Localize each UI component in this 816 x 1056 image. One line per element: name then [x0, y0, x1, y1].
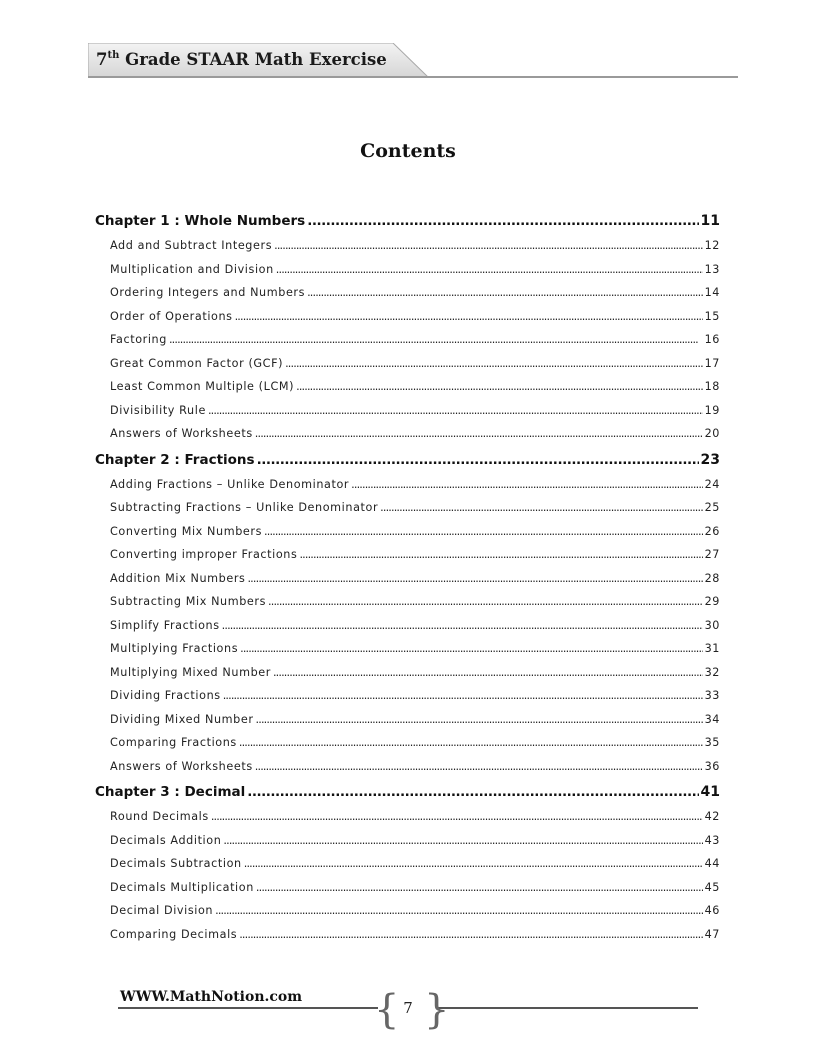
toc-entry-page-number: 18: [704, 380, 720, 393]
toc-dot-leader: [299, 548, 702, 561]
footer-right-brace: }: [424, 987, 450, 1033]
toc-entry-label: Decimals Subtraction: [110, 857, 242, 870]
toc-entry-page-number: 35: [704, 736, 720, 749]
toc-entry-label: Order of Operations: [110, 309, 233, 323]
toc-entry-label: Decimal Division: [110, 904, 214, 917]
toc-entry-page-number: 25: [704, 501, 720, 514]
toc-entry-page-number: 46: [704, 904, 720, 917]
toc-entry-label: Subtracting Fractions – Unlike Denominator: [110, 501, 379, 514]
toc-topic-entry[interactable]: [95, 404, 720, 422]
toc-dot-leader: [244, 857, 703, 870]
toc-entry-label: Comparing Fractions: [110, 736, 237, 749]
page-title: Contents: [360, 140, 456, 162]
toc-entry-label: Ordering Integers and Numbers: [110, 286, 306, 299]
toc-dot-leader: [351, 478, 702, 491]
toc-topic-entry[interactable]: [95, 928, 720, 946]
toc-chapter-entry[interactable]: [95, 213, 720, 233]
toc-dot-leader: [257, 452, 699, 468]
toc-entry-label: Addition Mix Numbers: [110, 571, 246, 585]
toc-entry-page-number: 34: [704, 712, 720, 726]
toc-dot-leader: [273, 666, 703, 679]
toc-dot-leader: [208, 404, 703, 417]
toc-topic-entry[interactable]: [95, 525, 720, 543]
toc-dot-leader: [222, 619, 703, 632]
grade-suffix: th: [107, 50, 120, 61]
toc-entry-label: Multiplying Fractions: [110, 642, 239, 655]
toc-entry-label: Round Decimals: [110, 810, 209, 823]
footer-rule-right: [438, 1007, 698, 1009]
toc-entry-label: Converting improper Fractions: [110, 548, 298, 561]
toc-chapter-entry[interactable]: [95, 452, 720, 472]
toc-entry-page-number: 30: [704, 618, 720, 632]
toc-topic-entry[interactable]: [95, 689, 720, 707]
toc-dot-leader: [247, 784, 698, 800]
toc-entry-page-number: 47: [704, 927, 720, 941]
toc-entry-page-number: 42: [704, 810, 720, 823]
toc-dot-leader: [268, 595, 703, 608]
toc-topic-entry[interactable]: [95, 760, 720, 778]
toc-entry-page-number: 24: [704, 477, 720, 491]
toc-entry-page-number: 15: [704, 309, 720, 323]
toc-entry-page-number: 45: [704, 880, 720, 894]
toc-dot-leader: [255, 427, 703, 440]
toc-entry-page-number: 26: [704, 524, 720, 538]
header-title: [96, 50, 387, 69]
toc-dot-leader: [255, 760, 703, 773]
toc-topic-entry[interactable]: [95, 478, 720, 496]
toc-entry-label: Comparing Decimals: [110, 927, 238, 941]
toc-topic-entry[interactable]: [95, 572, 720, 590]
toc-dot-leader: [211, 810, 703, 823]
toc-entry-page-number: 19: [704, 403, 720, 417]
toc-dot-leader: [247, 572, 702, 585]
toc-topic-entry[interactable]: [95, 713, 720, 731]
toc-entry-label: Divisibility Rule: [110, 403, 206, 417]
toc-entry-label: Dividing Fractions: [110, 689, 221, 702]
toc-topic-entry[interactable]: [95, 904, 720, 922]
toc-topic-entry[interactable]: [95, 357, 720, 375]
toc-dot-leader: [274, 239, 702, 252]
toc-dot-leader: [215, 904, 702, 917]
toc-topic-entry[interactable]: [95, 501, 720, 519]
toc-entry-label: Great Common Factor (GCF): [110, 356, 284, 370]
toc-topic-entry[interactable]: [95, 881, 720, 899]
toc-entry-label: Adding Fractions – Unlike Denominator: [110, 477, 350, 491]
toc-dot-leader: [307, 213, 698, 229]
toc-entry-label: Decimals Addition: [110, 833, 222, 847]
toc-topic-entry[interactable]: [95, 286, 720, 304]
toc-entry-label: Decimals Multiplication: [110, 880, 254, 894]
toc-entry-page-number: 11: [700, 213, 720, 229]
toc-entry-page-number: 36: [704, 759, 720, 773]
toc-topic-entry[interactable]: [95, 857, 720, 875]
toc-entry-label: Least Common Multiple (LCM): [110, 380, 295, 393]
toc-topic-entry[interactable]: [95, 263, 720, 281]
toc-dot-leader: [223, 689, 703, 702]
toc-entry-page-number: 17: [704, 356, 720, 370]
toc-topic-entry[interactable]: [95, 333, 720, 351]
toc-topic-entry[interactable]: [95, 239, 720, 257]
header-title-text: Grade STAAR Math Exercise: [119, 50, 387, 69]
toc-topic-entry[interactable]: [95, 595, 720, 613]
toc-entry-page-number: 41: [700, 784, 720, 800]
toc-dot-leader: [223, 834, 702, 847]
toc-entry-page-number: 43: [704, 833, 720, 847]
toc-topic-entry[interactable]: [95, 642, 720, 660]
toc-entry-label: Factoring: [110, 333, 167, 346]
toc-dot-leader: [239, 736, 703, 749]
toc-chapter-entry[interactable]: [95, 784, 720, 804]
toc-entry-page-number: 32: [704, 665, 720, 679]
toc-entry-label: Multiplication and Division: [110, 262, 274, 276]
toc-dot-leader: [276, 263, 703, 276]
toc-topic-entry[interactable]: [95, 834, 720, 852]
toc-topic-entry[interactable]: [95, 666, 720, 684]
toc-dot-leader: [240, 642, 702, 655]
toc-entry-page-number: 12: [704, 239, 720, 252]
footer-left-brace: {: [374, 987, 400, 1033]
toc-entry-page-number: 33: [704, 689, 720, 702]
toc-dot-leader: [307, 286, 703, 299]
footer-website: WWW.MathNotion.com: [120, 989, 303, 1005]
toc-dot-leader: [380, 501, 702, 514]
footer-rule-left: [118, 1007, 378, 1009]
toc-entry-page-number: 20: [704, 427, 720, 440]
grade-number: 7: [96, 50, 108, 69]
toc-entry-page-number: 14: [704, 286, 720, 299]
toc-entry-page-number: 13: [704, 262, 720, 276]
toc-entry-page-number: 16: [704, 333, 720, 346]
toc-topic-entry[interactable]: [95, 619, 720, 637]
toc-entry-label: Multiplying Mixed Number: [110, 665, 271, 679]
toc-dot-leader: [256, 713, 703, 726]
toc-dot-leader: [296, 380, 702, 393]
toc-dot-leader: [239, 928, 702, 941]
toc-dot-leader: [264, 525, 703, 538]
toc-entry-label: Answers of Worksheets: [110, 759, 253, 773]
toc-entry-label: Answers of Worksheets: [110, 427, 253, 440]
toc-entry-label: Chapter 1 : Whole Numbers: [95, 213, 306, 229]
toc-entry-label: Add and Subtract Integers: [110, 239, 273, 252]
toc-entry-page-number: 28: [704, 571, 720, 585]
toc-dot-leader: [285, 357, 702, 370]
toc-entry-page-number: 44: [704, 857, 720, 870]
toc-entry-label: Dividing Mixed Number: [110, 712, 254, 726]
toc-entry-label: Converting Mix Numbers: [110, 524, 263, 538]
toc-topic-entry[interactable]: [95, 548, 720, 566]
toc-entry-label: Subtracting Mix Numbers: [110, 595, 267, 608]
footer-page-number: 7: [403, 999, 413, 1017]
toc-entry-page-number: 23: [700, 451, 720, 468]
toc-topic-entry[interactable]: [95, 427, 720, 445]
toc-entry-label: Chapter 2 : Fractions: [95, 451, 255, 468]
toc-entry-page-number: 27: [704, 548, 720, 561]
header-rule: [88, 76, 738, 78]
toc-dot-leader: [235, 310, 703, 323]
toc-topic-entry[interactable]: [95, 810, 720, 828]
toc-entry-label: Chapter 3 : Decimal: [95, 784, 246, 800]
toc-dot-leader: [169, 333, 703, 346]
toc-entry-label: Simplify Fractions: [110, 618, 220, 632]
toc-dot-leader: [256, 881, 703, 894]
toc-topic-entry[interactable]: [95, 736, 720, 754]
toc-entry-page-number: 29: [704, 595, 720, 608]
toc-entry-page-number: 31: [704, 642, 720, 655]
toc-topic-entry[interactable]: [95, 380, 720, 398]
toc-topic-entry[interactable]: [95, 310, 720, 328]
